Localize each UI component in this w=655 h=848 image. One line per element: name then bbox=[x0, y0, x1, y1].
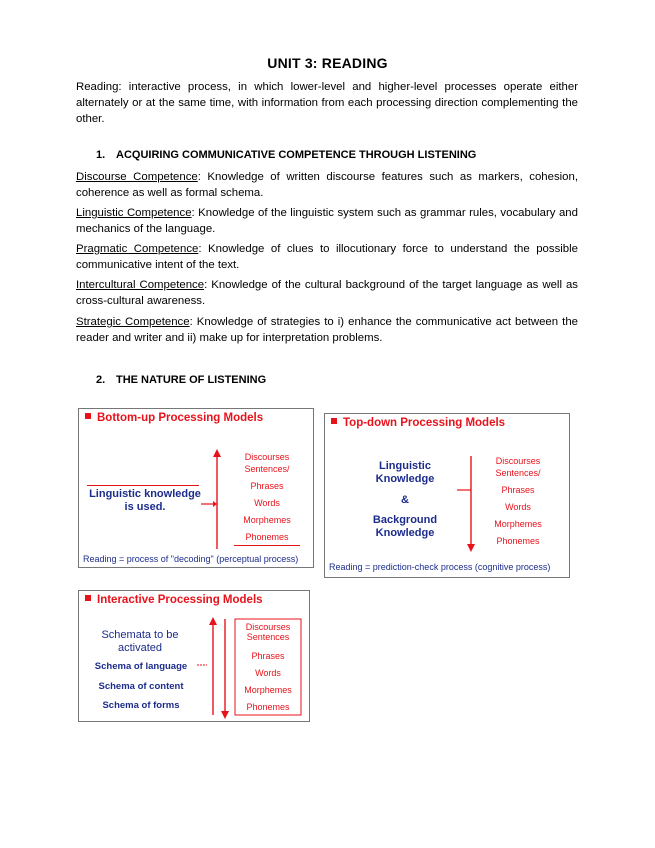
competence-text: : Knowledge of the linguistic system such as grammar rules, vocabulary and mechanics of the language. bbox=[76, 207, 578, 235]
competence-item bbox=[76, 169, 578, 201]
arrow-head-icon bbox=[467, 544, 475, 552]
competence-term: Discourse Competence bbox=[76, 171, 198, 183]
competence-text: : Knowledge of clues to illocutionary force to understand the possible communicative intent of the text. bbox=[76, 243, 578, 271]
schema-item: Schema of forms bbox=[102, 700, 180, 711]
top-down-title: Top-down Processing Models bbox=[331, 417, 505, 429]
level-label: Sentences bbox=[246, 632, 290, 642]
intro-paragraph: Reading: interactive process, in which lower-level and higher-level processes operate either alternately or at the same time, with information from each processing direction complementing the other. bbox=[76, 81, 578, 125]
bottom-up-footer: Reading = process of "decoding" (perceptual process) bbox=[83, 554, 299, 564]
top-down-linguistic: Linguistic Knowledge bbox=[375, 460, 435, 485]
level-label: Discourses bbox=[244, 452, 290, 462]
interactive-levels bbox=[235, 622, 301, 716]
competence-item bbox=[76, 314, 578, 346]
competence-term: Linguistic Competence bbox=[76, 207, 192, 219]
competence-text: : Knowledge of strategies to i) enhance the communicative act between the reader and writer and ii) make up for interpretation problems. bbox=[76, 316, 578, 344]
top-down-panel bbox=[324, 413, 570, 578]
bottom-up-center-text: Linguistic knowledge is used. bbox=[89, 488, 201, 513]
level-label: Morphemes bbox=[244, 685, 292, 695]
section-1-heading bbox=[96, 149, 476, 161]
interactive-title: Interactive Processing Models bbox=[85, 594, 263, 606]
level-label: Sentences/ bbox=[495, 468, 541, 478]
bottom-up-title: Bottom-up Processing Models bbox=[85, 412, 263, 424]
competence-term: Strategic Competence bbox=[76, 316, 190, 328]
competence-term: Pragmatic Competence bbox=[76, 243, 199, 255]
section-1-title: ACQUIRING COMMUNICATIVE COMPETENCE THROUGH LISTENING bbox=[116, 149, 477, 161]
competence-text: : Knowledge of the cultural background of the target language as well as cross-cultural awareness. bbox=[76, 279, 578, 307]
level-label: Phrases bbox=[501, 485, 535, 495]
level-label: Words bbox=[255, 668, 281, 678]
schema-item: Schema of language bbox=[94, 661, 188, 672]
level-label: Morphemes bbox=[243, 515, 291, 525]
section-2-heading bbox=[96, 374, 266, 386]
level-label: Morphemes bbox=[494, 519, 542, 529]
schema-item: Schema of content bbox=[98, 681, 184, 692]
interactive-panel bbox=[78, 590, 310, 722]
level-label: Phrases bbox=[251, 651, 285, 661]
competence-term: Intercultural Competence bbox=[76, 279, 205, 291]
level-label: Phonemes bbox=[496, 536, 540, 546]
competence-item bbox=[76, 241, 578, 273]
section-2-number: 2. bbox=[96, 374, 106, 386]
level-label: Phonemes bbox=[245, 532, 289, 542]
level-label: Words bbox=[505, 502, 531, 512]
level-label: Phrases bbox=[250, 481, 284, 491]
arrow-head-icon bbox=[221, 711, 229, 719]
schemata-label: Schemata to be activated bbox=[101, 629, 179, 654]
bottom-up-panel bbox=[78, 408, 314, 568]
arrow-head-icon bbox=[213, 449, 221, 457]
top-down-levels bbox=[483, 455, 553, 550]
top-down-ampersand: & bbox=[401, 494, 409, 506]
competence-item bbox=[76, 205, 578, 237]
level-label: Discourses bbox=[495, 456, 541, 466]
level-label: Words bbox=[254, 498, 280, 508]
competence-item bbox=[76, 277, 578, 309]
level-label: Discourses bbox=[245, 622, 291, 632]
section-1-number: 1. bbox=[96, 149, 106, 161]
section-2-title: THE NATURE OF LISTENING bbox=[116, 374, 267, 386]
top-down-background: Background Knowledge bbox=[372, 514, 438, 539]
level-label: Sentences/ bbox=[244, 464, 290, 474]
competence-text: : Knowledge of written discourse features such as markers, cohesion, coherence as well as formal schema. bbox=[76, 171, 579, 199]
bottom-up-levels bbox=[229, 451, 305, 546]
arrow-head-icon bbox=[209, 617, 217, 625]
top-down-footer: Reading = prediction-check process (cognitive process) bbox=[329, 562, 551, 572]
level-label: Phonemes bbox=[246, 702, 290, 712]
page-title: UNIT 3: READING bbox=[267, 55, 388, 71]
